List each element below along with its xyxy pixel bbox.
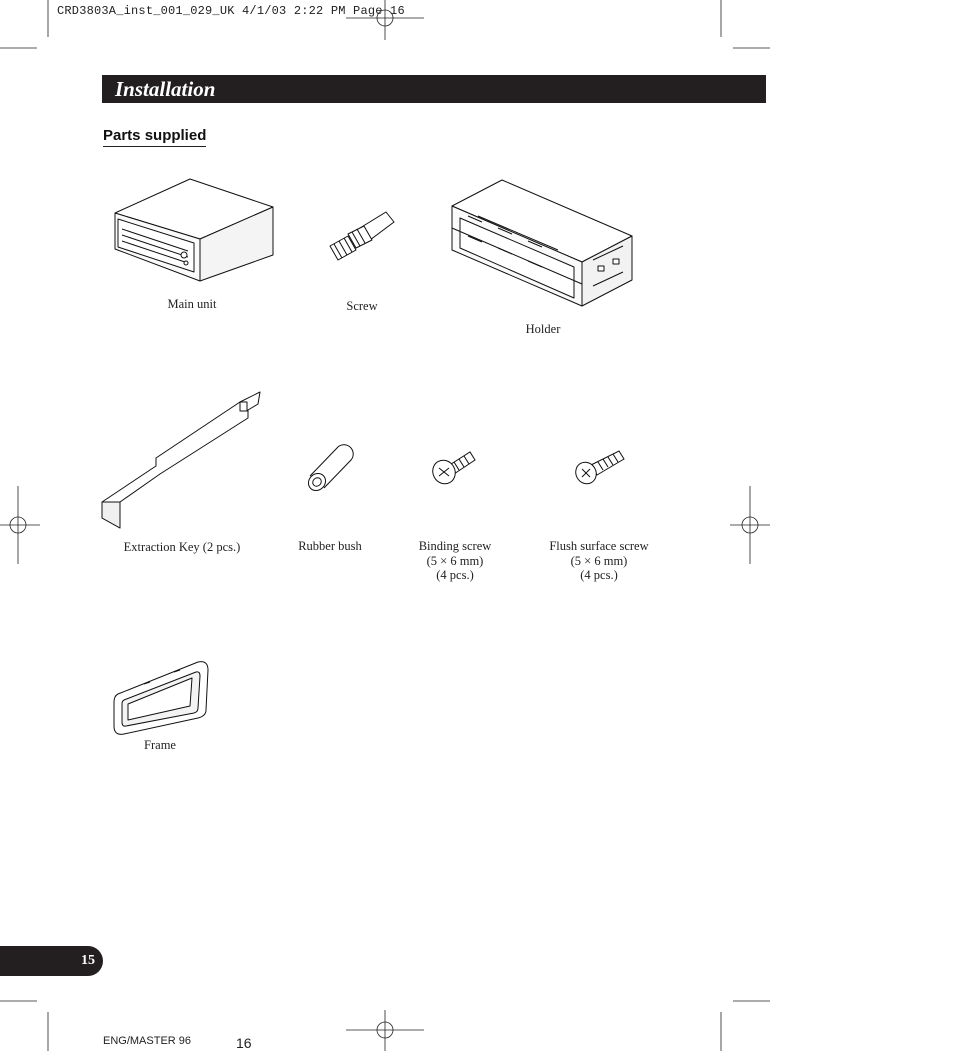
part-label-screw: Screw [346,299,378,313]
holder-icon [448,176,634,310]
binding-screw-name: Binding screw [418,539,492,553]
frame-icon [110,660,210,736]
page-number-tab [0,946,103,976]
flush-surface-screw-size: (5 × 6 mm) [570,553,628,568]
flush-surface-screw-qty: (4 pcs.) [580,568,618,582]
part-label-binding-screw [400,539,510,583]
footer-page-number: 16 [236,1035,252,1051]
rubber-bush-icon [305,440,357,492]
part-label-main-unit: Main unit [167,297,217,311]
screw-icon [326,208,398,264]
binding-screw-icon [430,448,478,488]
part-label-holder: Holder [525,322,561,336]
flush-surface-screw-name: Flush surface screw [549,539,649,553]
page-number: 15 [81,953,95,968]
banner-title: Installation [115,77,216,101]
part-label-flush-surface-screw [539,539,659,583]
flush-surface-screw-icon [573,447,627,489]
section-banner [102,75,766,103]
binding-screw-qty: (4 pcs.) [436,568,474,582]
binding-screw-size: (5 × 6 mm) [426,553,484,568]
footer-code: ENG/MASTER 96 [103,1035,192,1047]
part-label-extraction-key: Extraction Key (2 pcs.) [123,540,241,554]
print-slug-line: CRD3803A_inst_001_029_UK 4/1/03 2:22 PM Page 16 [57,4,405,18]
section-heading: Parts supplied [103,127,206,147]
part-label-rubber-bush: Rubber bush [298,539,362,553]
extraction-key-icon [100,388,262,532]
part-label-frame: Frame [144,738,176,752]
main-unit-icon [110,175,280,285]
